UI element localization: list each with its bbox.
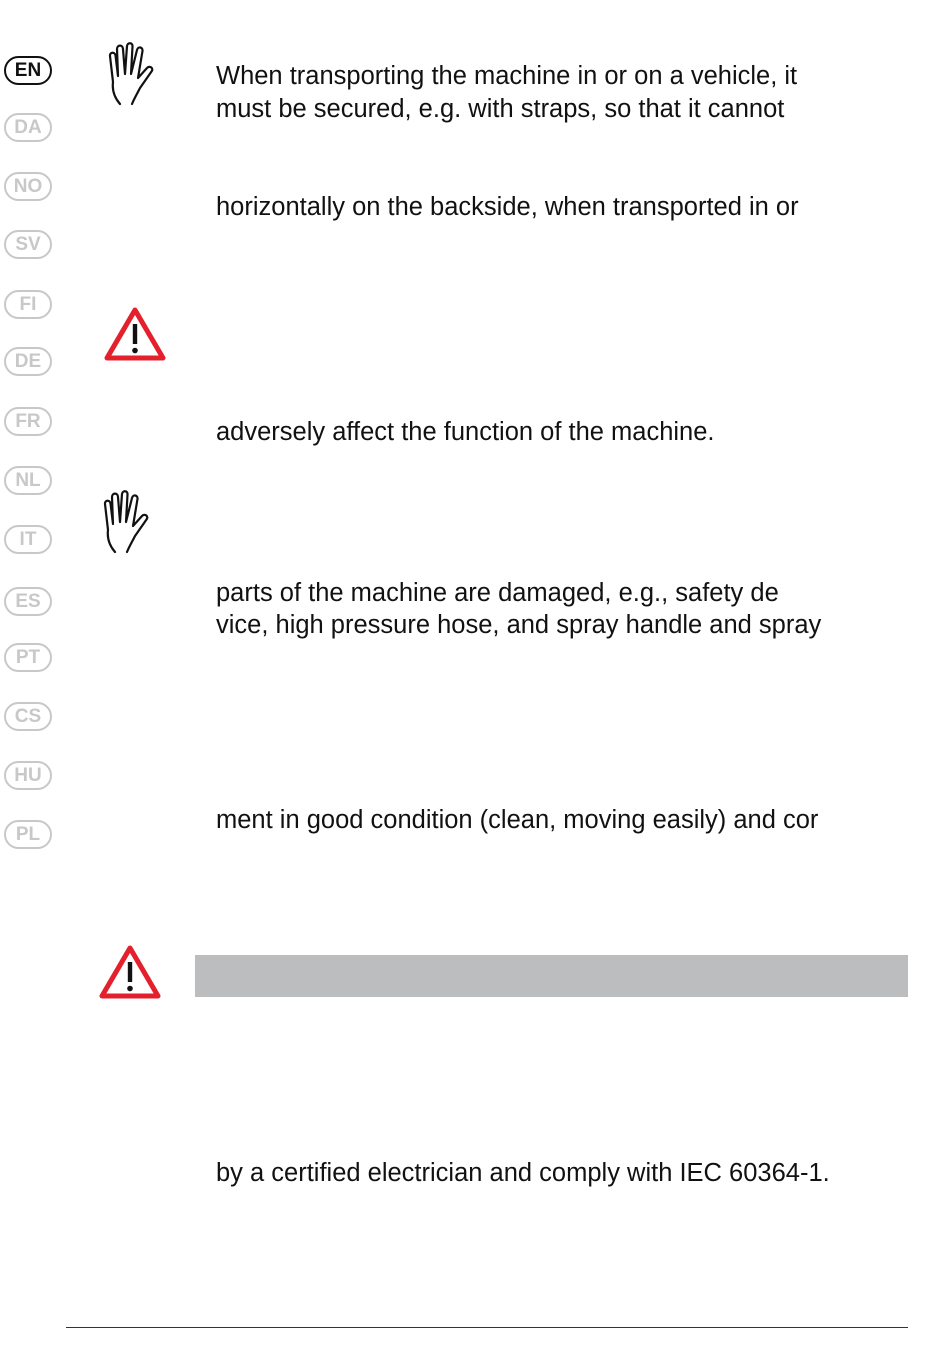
lang-tab-en[interactable]: EN <box>4 56 52 85</box>
section-heading-bar <box>195 955 908 997</box>
lang-tab-fi[interactable]: FI <box>4 290 52 319</box>
lang-tab-de[interactable]: DE <box>4 347 52 376</box>
lang-tab-da[interactable]: DA <box>4 113 52 142</box>
lang-tab-es[interactable]: ES <box>4 587 52 616</box>
lang-tab-it[interactable]: IT <box>4 525 52 554</box>
text-line: by a certified electrician and comply with IEC 60364-1. <box>216 1159 830 1187</box>
text-line: adversely affect the function of the machine. <box>216 418 715 446</box>
text-line: vice, high pressure hose, and spray handle and spray <box>216 611 822 639</box>
hand-stop-icon <box>104 42 166 108</box>
lang-tab-pt[interactable]: PT <box>4 643 52 672</box>
text-line: ment in good condition (clean, moving easily) and cor <box>216 806 819 834</box>
lang-tab-cs[interactable]: CS <box>4 702 52 731</box>
footer-divider <box>66 1327 908 1328</box>
text-line: horizontally on the backside, when transported in or <box>216 193 799 221</box>
text-line: must be secured, e.g. with straps, so that it cannot <box>216 95 785 123</box>
lang-tab-nl[interactable]: NL <box>4 466 52 495</box>
text-line: When transporting the machine in or on a vehicle, it <box>216 62 798 90</box>
lang-tab-pl[interactable]: PL <box>4 820 52 849</box>
lang-tab-fr[interactable]: FR <box>4 407 52 436</box>
lang-tab-no[interactable]: NO <box>4 172 52 201</box>
warning-triangle-icon <box>98 944 162 1000</box>
text-line: parts of the machine are damaged, e.g., safety de <box>216 579 779 607</box>
lang-tab-sv[interactable]: SV <box>4 230 52 259</box>
hand-stop-icon <box>99 490 161 556</box>
warning-triangle-icon <box>103 306 167 362</box>
lang-tab-hu[interactable]: HU <box>4 761 52 790</box>
